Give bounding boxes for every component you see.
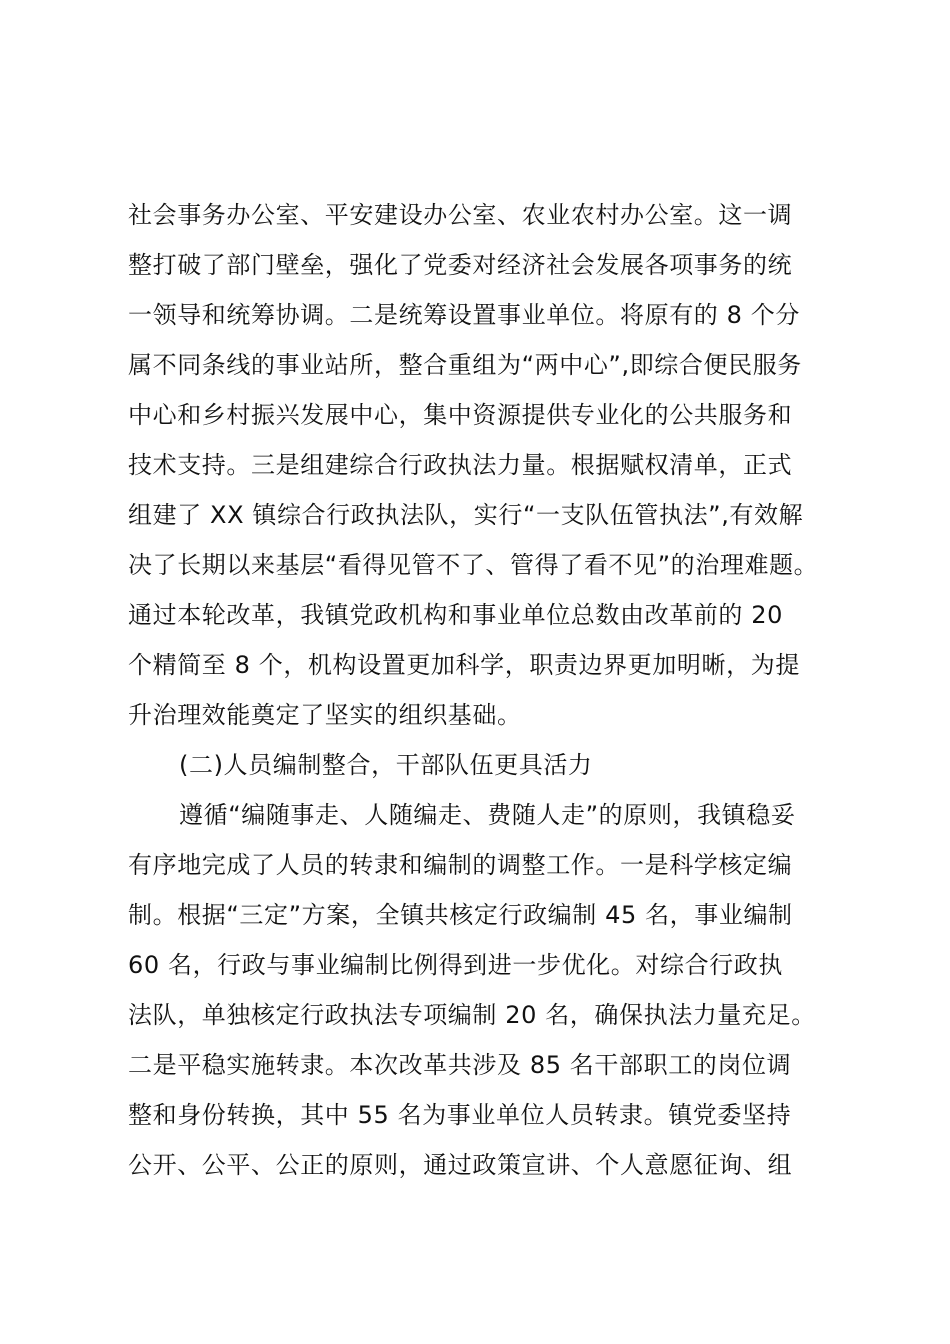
paragraph-line: 整和身份转换，其中 55 名为事业单位人员转隶。镇党委坚持: [128, 1101, 792, 1129]
paragraph-line: 公开、公平、公正的原则，通过政策宣讲、个人意愿征询、组: [128, 1151, 793, 1179]
paragraph-line: 个精简至 8 个，机构设置更加科学，职责边界更加明晰，为提: [128, 651, 800, 679]
paragraph-line: 属不同条线的事业站所，整合重组为“两中心”,即综合便民服务: [128, 351, 802, 379]
paragraph-line: 中心和乡村振兴发展中心，集中资源提供专业化的公共服务和: [128, 401, 793, 429]
document-body: [128, 190, 848, 1190]
section-heading: (二)人员编制整合，干部队伍更具活力: [179, 751, 593, 779]
paragraph-line: 法队，单独核定行政执法专项编制 20 名，确保执法力量充足。: [128, 1001, 816, 1029]
paragraph-line: 决了长期以来基层“看得见管不了、管得了看不见”的治理难题。: [128, 551, 819, 579]
paragraph-line: 有序地完成了人员的转隶和编制的调整工作。一是科学核定编: [128, 851, 793, 879]
paragraph-line: 二是平稳实施转隶。本次改革共涉及 85 名干部职工的岗位调: [128, 1051, 792, 1079]
paragraph-line: 技术支持。三是组建综合行政执法力量。根据赋权清单，正式: [128, 451, 793, 479]
paragraph-line: 60 名，行政与事业编制比例得到进一步优化。对综合行政执: [128, 951, 783, 979]
paragraph-line: 升治理效能奠定了坚实的组织基础。: [128, 701, 522, 729]
paragraph-line: 组建了 XX 镇综合行政执法队，实行“一支队伍管执法”,有效解: [128, 501, 804, 529]
paragraph-line: 制。根据“三定”方案，全镇共核定行政编制 45 名，事业编制: [128, 901, 793, 929]
paragraph-line: 通过本轮改革，我镇党政机构和事业单位总数由改革前的 20: [128, 601, 783, 629]
paragraph-line: 整打破了部门壁垒，强化了党委对经济社会发展各项事务的统: [128, 251, 793, 279]
paragraph-line: 社会事务办公室、平安建设办公室、农业农村办公室。这一调: [128, 201, 793, 229]
paragraph-line: 遵循“编随事走、人随编走、费随人走”的原则，我镇稳妥: [179, 801, 796, 829]
paragraph-line: 一领导和统筹协调。二是统筹设置事业单位。将原有的 8 个分: [128, 301, 800, 329]
